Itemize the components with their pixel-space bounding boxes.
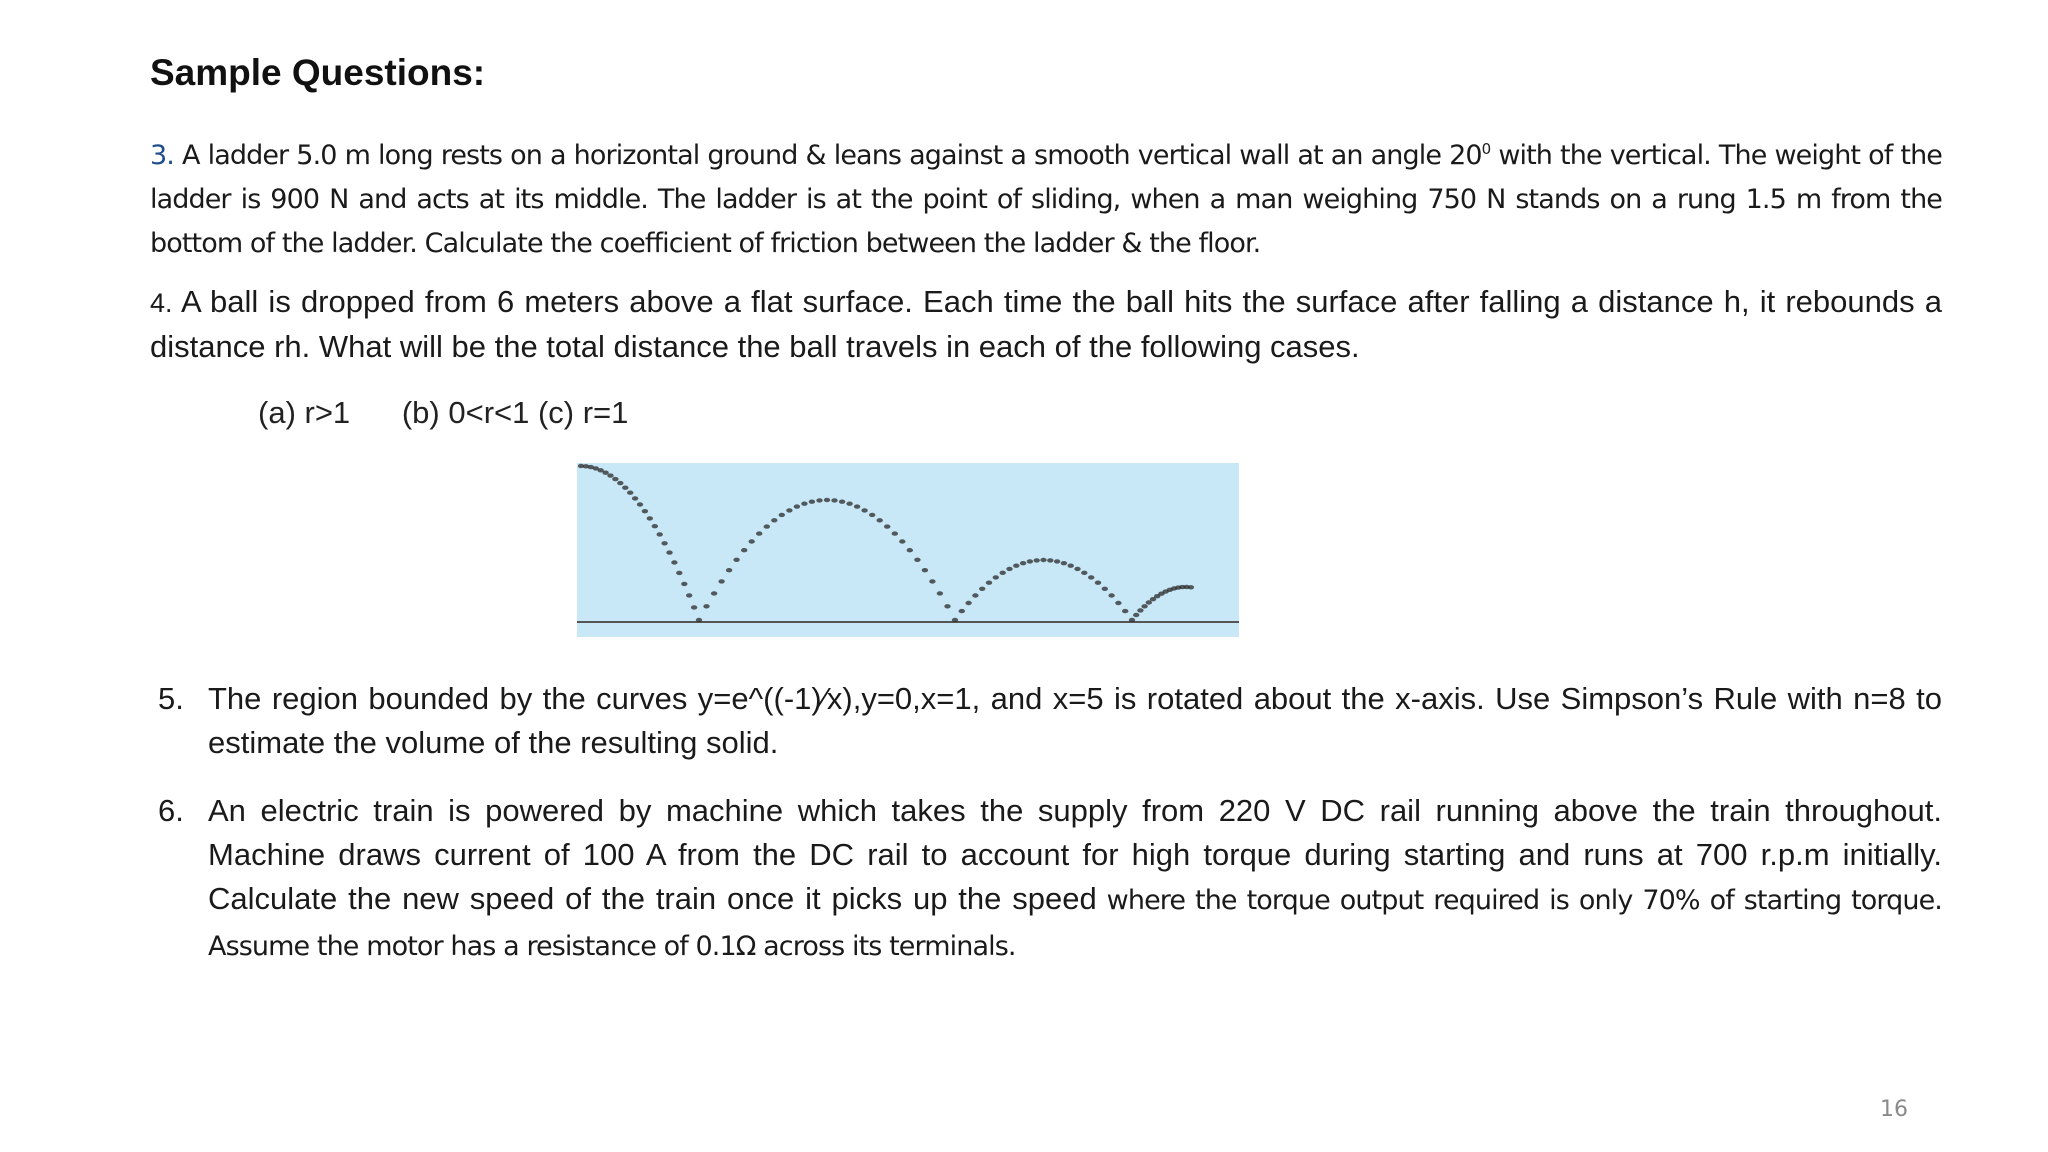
ball-dot [632, 496, 638, 500]
ball-dot [622, 486, 628, 490]
ball-dot [741, 548, 747, 552]
ball-dot [1068, 564, 1074, 568]
question-6-text [208, 789, 1942, 969]
ball-dot [607, 473, 613, 477]
question-3-text: A ladder 5.0 m long rests on a horizontal ground & leans against a smooth vertical wall at an angle 20 [182, 140, 1482, 171]
ball-dot [824, 498, 830, 502]
ball-dot [952, 618, 958, 622]
ball-dot [1188, 585, 1194, 589]
ball-dot [771, 518, 777, 522]
ball-dot [922, 568, 928, 572]
ball-dot [652, 524, 658, 528]
question-4-text: A ball is dropped from 6 meters above a flat surface. Each time the ball hits the surface after falling a distance h, it rebounds a distance rh. What will be the total distance the ball travels in each of the following cases. [150, 284, 1942, 364]
ball-dot [1133, 613, 1139, 617]
ball-dot [1122, 609, 1128, 613]
ball-dot [1013, 564, 1019, 568]
question-3-number: 3. [150, 140, 174, 171]
ball-dot [1141, 604, 1147, 608]
ball-dot [661, 541, 667, 545]
ball-dot [1102, 587, 1108, 591]
ball-dot [794, 504, 800, 508]
ball-dot [854, 504, 860, 508]
question-5-text: The region bounded by the curves y=e^((-1)⁄x),y=0,x=1, and x=5 is rotated about the x-axis. Use Simpson’s Rule with n=8 to estimate the volume of the resulting solid. [208, 681, 1942, 760]
ball-dot [1137, 608, 1143, 612]
ball-dot [1040, 558, 1046, 562]
ball-dot [1006, 567, 1012, 571]
section-heading: Sample Questions: [150, 52, 486, 93]
ball-dot [979, 587, 985, 591]
ball-dot [861, 508, 867, 512]
bouncing-ball-illustration [577, 463, 1239, 637]
ball-dot [929, 579, 935, 583]
ball-dot [1115, 601, 1121, 605]
ball-dot [914, 558, 920, 562]
ball-dot [686, 593, 692, 597]
ball-dot [965, 601, 971, 605]
question-4-options: (a) r>1 (b) 0<r<1 (c) r=1 [258, 395, 629, 430]
page-number: 16 [1880, 1097, 1908, 1122]
ball-dot [1129, 618, 1135, 622]
ball-dot [671, 560, 677, 564]
ball-dot [647, 516, 653, 520]
ball-dot [1034, 558, 1040, 562]
ball-dot [884, 524, 890, 528]
ball-dot [1081, 571, 1087, 575]
ball-dot [846, 502, 852, 506]
ball-dot [809, 500, 815, 504]
question-5 [158, 677, 1942, 765]
question-6 [158, 789, 1942, 969]
degree-superscript: 0 [1481, 140, 1491, 158]
ball-dot [1061, 561, 1067, 565]
ball-dot [801, 502, 807, 506]
ball-dot [1108, 593, 1114, 597]
ball-dot [1000, 571, 1006, 575]
ball-dot [733, 558, 739, 562]
question-6-text-main: An electric train is powered by machine which takes the supply from 220 V DC rail running above the train throughout. Machine draws current of 100 A from the DC rail to account for high torque during starting and runs at 700 r.p.m initially. Calculate the new speed of the train once it picks up the speed [208, 793, 1942, 916]
ball-dot [1047, 558, 1053, 562]
ball-dot [718, 579, 724, 583]
ball-dot [786, 508, 792, 512]
ball-dot [617, 481, 623, 485]
ball-dot [756, 531, 762, 535]
ball-dot [831, 498, 837, 502]
ball-dot [703, 604, 709, 608]
ball-dot [959, 609, 965, 613]
ball-dot [711, 591, 717, 595]
question-3-text-rest: with the vertical. The weight of the ladder is 900 N and acts at its middle. The ladder is at the point of sliding, when a man weighing 750 N stands on a rung 1.5 m from the bottom of the ladder. Calculate the coefficient of friction between the ladder & the floor. [150, 140, 1942, 259]
ball-dot [612, 477, 618, 481]
ball-dot [937, 591, 943, 595]
ball-dot [602, 471, 608, 475]
ball-dot [749, 539, 755, 543]
ball-dot [877, 518, 883, 522]
ball-dot [676, 571, 682, 575]
ball-dot [666, 550, 672, 554]
question-4-number: 4. [150, 288, 173, 318]
ball-dot [816, 498, 822, 502]
ball-dot [1027, 559, 1033, 563]
ball-dot [1146, 600, 1152, 604]
ball-dot [764, 524, 770, 528]
ball-dot [839, 500, 845, 504]
ball-dot [681, 582, 687, 586]
ball-dot [1020, 561, 1026, 565]
ball-dot [1054, 559, 1060, 563]
ball-dot [642, 509, 648, 513]
question-3 [150, 127, 1942, 266]
ball-dot [1088, 575, 1094, 579]
ball-dot [907, 548, 913, 552]
ball-dot [993, 575, 999, 579]
ball-dot [637, 502, 643, 506]
ball-dot [944, 604, 950, 608]
ball-dot [972, 593, 978, 597]
question-6-number: 6. [158, 793, 184, 828]
ball-dot [691, 605, 697, 609]
question-6-text-tail: where the torque output required is only 70% of starting torque. Assume the motor has a resistance of 0.1Ω across its terminals. [208, 885, 1942, 962]
ball-dot [1095, 581, 1101, 585]
ball-dot [986, 581, 992, 585]
question-4 [150, 280, 1942, 369]
ball-dot [899, 539, 905, 543]
ball-dot [627, 491, 633, 495]
question-5-number: 5. [158, 681, 184, 716]
ball-dot [869, 513, 875, 517]
ball-dot [726, 568, 732, 572]
ball-dot [1074, 567, 1080, 571]
ball-dot [892, 531, 898, 535]
ball-dot [696, 618, 702, 622]
ball-dot [779, 513, 785, 517]
ball-dot [657, 532, 663, 536]
